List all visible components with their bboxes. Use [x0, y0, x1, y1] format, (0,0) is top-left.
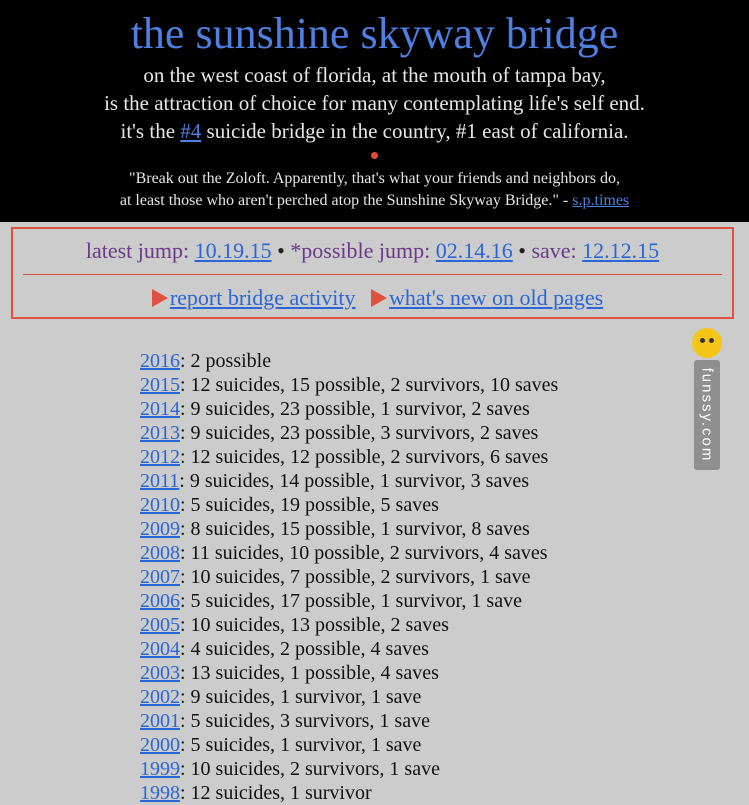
year-summary: : 2 possible — [180, 350, 272, 372]
year-summary: : 9 suicides, 1 survivor, 1 save — [180, 686, 422, 708]
year-row — [140, 757, 558, 781]
page-header — [0, 0, 749, 222]
year-link[interactable]: 2015 — [140, 374, 180, 396]
intro-line-3 — [0, 117, 749, 145]
quote-line-1: "Break out the Zoloft. Apparently, that's what your friends and neighbors do, — [129, 170, 620, 187]
year-link[interactable]: 2006 — [140, 590, 180, 612]
year-link[interactable]: 2002 — [140, 686, 180, 708]
year-link[interactable]: 1998 — [140, 782, 180, 804]
year-summary: : 5 suicides, 3 survivors, 1 save — [180, 710, 430, 732]
year-summary: : 9 suicides, 14 possible, 1 survivor, 3 saves — [179, 470, 529, 492]
year-summary: : 5 suicides, 17 possible, 1 survivor, 1 save — [180, 590, 522, 612]
report-activity-link[interactable]: report bridge activity — [169, 285, 356, 310]
year-link[interactable]: 2011 — [140, 470, 180, 492]
quote-line-2 — [0, 190, 749, 212]
intro-text — [0, 61, 749, 145]
possible-jump-link[interactable]: 02.14.16 — [435, 238, 513, 263]
rank-link[interactable]: #4 — [180, 119, 202, 143]
year-link[interactable]: 2013 — [140, 422, 180, 444]
year-summary: : 5 suicides, 19 possible, 5 saves — [180, 494, 439, 516]
jump-status-line — [13, 229, 732, 274]
year-link[interactable]: 2010 — [140, 494, 180, 516]
whats-new-link[interactable]: what's new on old pages — [389, 285, 604, 310]
latest-jump-link[interactable]: 10.19.15 — [194, 238, 272, 263]
save-label: save: — [531, 238, 583, 263]
watermark — [691, 328, 723, 470]
year-link[interactable]: 2003 — [140, 662, 180, 684]
save-link[interactable]: 12.12.15 — [582, 238, 660, 263]
year-summary: : 5 suicides, 1 survivor, 1 save — [180, 734, 422, 756]
page-title: the sunshine skyway bridge — [130, 9, 619, 58]
bullet-separator: • — [512, 238, 532, 263]
year-row — [140, 397, 558, 421]
year-row — [140, 565, 558, 589]
year-summary: : 12 suicides, 1 survivor — [180, 782, 372, 804]
year-link[interactable]: 2012 — [140, 446, 180, 468]
year-summary: : 4 suicides, 2 possible, 4 saves — [180, 638, 429, 660]
mascot-icon — [692, 328, 722, 358]
mascot-eye — [700, 338, 705, 343]
watermark-text: funssy.com — [698, 367, 716, 463]
intro-line-3-pre: it's the — [120, 119, 181, 143]
activity-box — [11, 227, 734, 319]
watermark-strip — [694, 360, 720, 470]
year-row — [140, 493, 558, 517]
year-summary: : 10 suicides, 2 survivors, 1 save — [180, 758, 440, 780]
year-summary: : 10 suicides, 13 possible, 2 saves — [180, 614, 449, 636]
year-row — [140, 733, 558, 757]
year-row — [140, 421, 558, 445]
bullet-separator: • — [271, 238, 291, 263]
year-link[interactable]: 2009 — [140, 518, 180, 540]
mascot-eye — [709, 338, 714, 343]
year-summary: : 12 suicides, 15 possible, 2 survivors, 10 saves — [180, 374, 559, 396]
year-row — [140, 445, 558, 469]
year-row — [140, 661, 558, 685]
intro-line-3-post: suicide bridge in the country, #1 east of california. — [201, 119, 629, 143]
intro-line-1: on the west coast of florida, at the mouth of tampa bay, — [143, 63, 606, 87]
year-row — [140, 637, 558, 661]
year-link[interactable]: 2007 — [140, 566, 180, 588]
activity-links — [13, 275, 732, 311]
year-link[interactable]: 2004 — [140, 638, 180, 660]
year-row — [140, 349, 558, 373]
year-summary: : 13 suicides, 1 possible, 4 saves — [180, 662, 439, 684]
year-summary: : 12 suicides, 12 possible, 2 survivors, 6 saves — [180, 446, 549, 468]
divider-dot — [371, 152, 378, 159]
quote-source-link[interactable]: s.p.times — [572, 192, 630, 209]
year-row — [140, 373, 558, 397]
year-summary: : 11 suicides, 10 possible, 2 survivors, 4 saves — [180, 542, 548, 564]
year-link[interactable]: 2005 — [140, 614, 180, 636]
year-summary: : 9 suicides, 23 possible, 3 survivors, 2 saves — [180, 422, 539, 444]
year-summary: : 10 suicides, 7 possible, 2 survivors, 1 save — [180, 566, 531, 588]
year-link[interactable]: 2000 — [140, 734, 180, 756]
triangle-right-icon — [371, 289, 387, 307]
year-summary: : 9 suicides, 23 possible, 1 survivor, 2 saves — [180, 398, 530, 420]
year-row — [140, 613, 558, 637]
year-link[interactable]: 2016 — [140, 350, 180, 372]
intro-line-2: is the attraction of choice for many contemplating life's self end. — [104, 91, 645, 115]
year-row — [140, 781, 558, 805]
possible-jump-label: *possible jump: — [290, 238, 436, 263]
year-link[interactable]: 2001 — [140, 710, 180, 732]
year-summary: : 8 suicides, 15 possible, 1 survivor, 8 saves — [180, 518, 530, 540]
latest-jump-label: latest jump: — [85, 238, 195, 263]
year-link[interactable]: 2014 — [140, 398, 180, 420]
triangle-right-icon — [152, 289, 168, 307]
year-row — [140, 469, 558, 493]
year-row — [140, 541, 558, 565]
quote-line-2-text: at least those who aren't perched atop the Sunshine Skyway Bridge." - — [119, 192, 573, 209]
year-link[interactable]: 2008 — [140, 542, 180, 564]
quote-block — [0, 168, 749, 212]
yearly-stats-list — [140, 349, 558, 805]
year-link[interactable]: 1999 — [140, 758, 180, 780]
year-row — [140, 685, 558, 709]
year-row — [140, 709, 558, 733]
year-row — [140, 589, 558, 613]
year-row — [140, 517, 558, 541]
